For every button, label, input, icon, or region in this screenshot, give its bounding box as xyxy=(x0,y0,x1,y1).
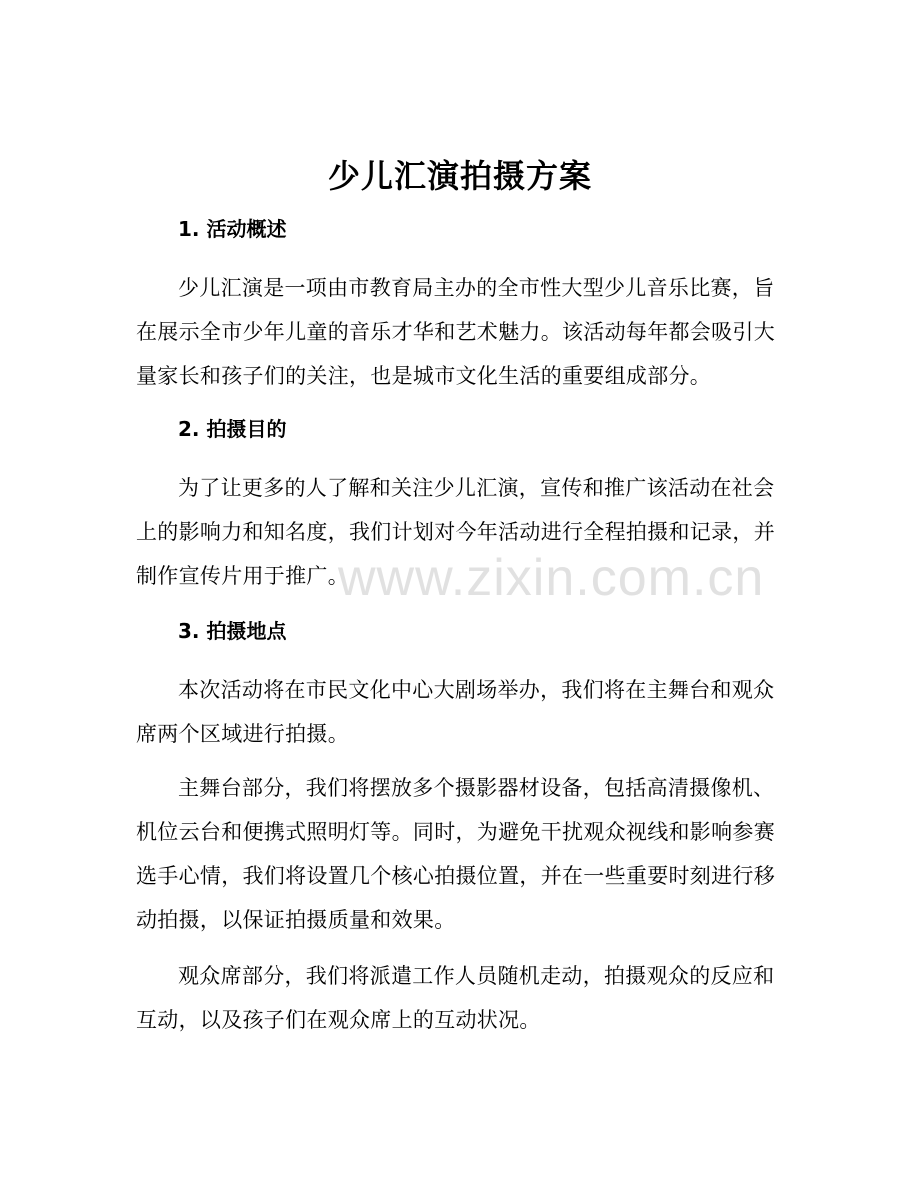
paragraph-location-intro: 本次活动将在市民文化中心大剧场举办，我们将在主舞台和观众席两个区域进行拍摄。 xyxy=(136,678,775,746)
paragraph-audience: 观众席部分，我们将派遣工作人员随机走动，拍摄观众的反应和互动，以及孩子们在观众席上的互动状况。 xyxy=(136,964,775,1032)
paragraph-main-stage: 主舞台部分，我们将摆放多个摄影器材设备，包括高清摄像机、机位云台和便携式照明灯等。同时，为避免干扰观众视线和影响参赛选手心情，我们将设置几个核心拍摄位置，并在一些重要时刻进行移动拍摄，以保证拍摄质量和效果。 xyxy=(136,776,775,932)
watermark-text: www.zixin.com.cn xyxy=(338,549,765,607)
page-title: 少儿汇演拍摄方案 xyxy=(327,157,592,195)
paragraph-purpose: 为了让更多的人了解和关注少儿汇演，宣传和推广该活动在社会上的影响力和知名度，我们计划对今年活动进行全程拍摄和记录，并制作宣传片用于推广。 xyxy=(136,476,775,588)
section-heading-overview: 1. 活动概述 xyxy=(178,217,287,241)
paragraph-overview: 少儿汇演是一项由市教育局主办的全市性大型少儿音乐比赛，旨在展示全市少年儿童的音乐才华和艺术魅力。该活动每年都会吸引大量家长和孩子们的关注，也是城市文化生活的重要组成部分。 xyxy=(136,276,775,388)
section-heading-purpose: 2. 拍摄目的 xyxy=(178,417,287,441)
section-heading-location: 3. 拍摄地点 xyxy=(178,619,287,643)
